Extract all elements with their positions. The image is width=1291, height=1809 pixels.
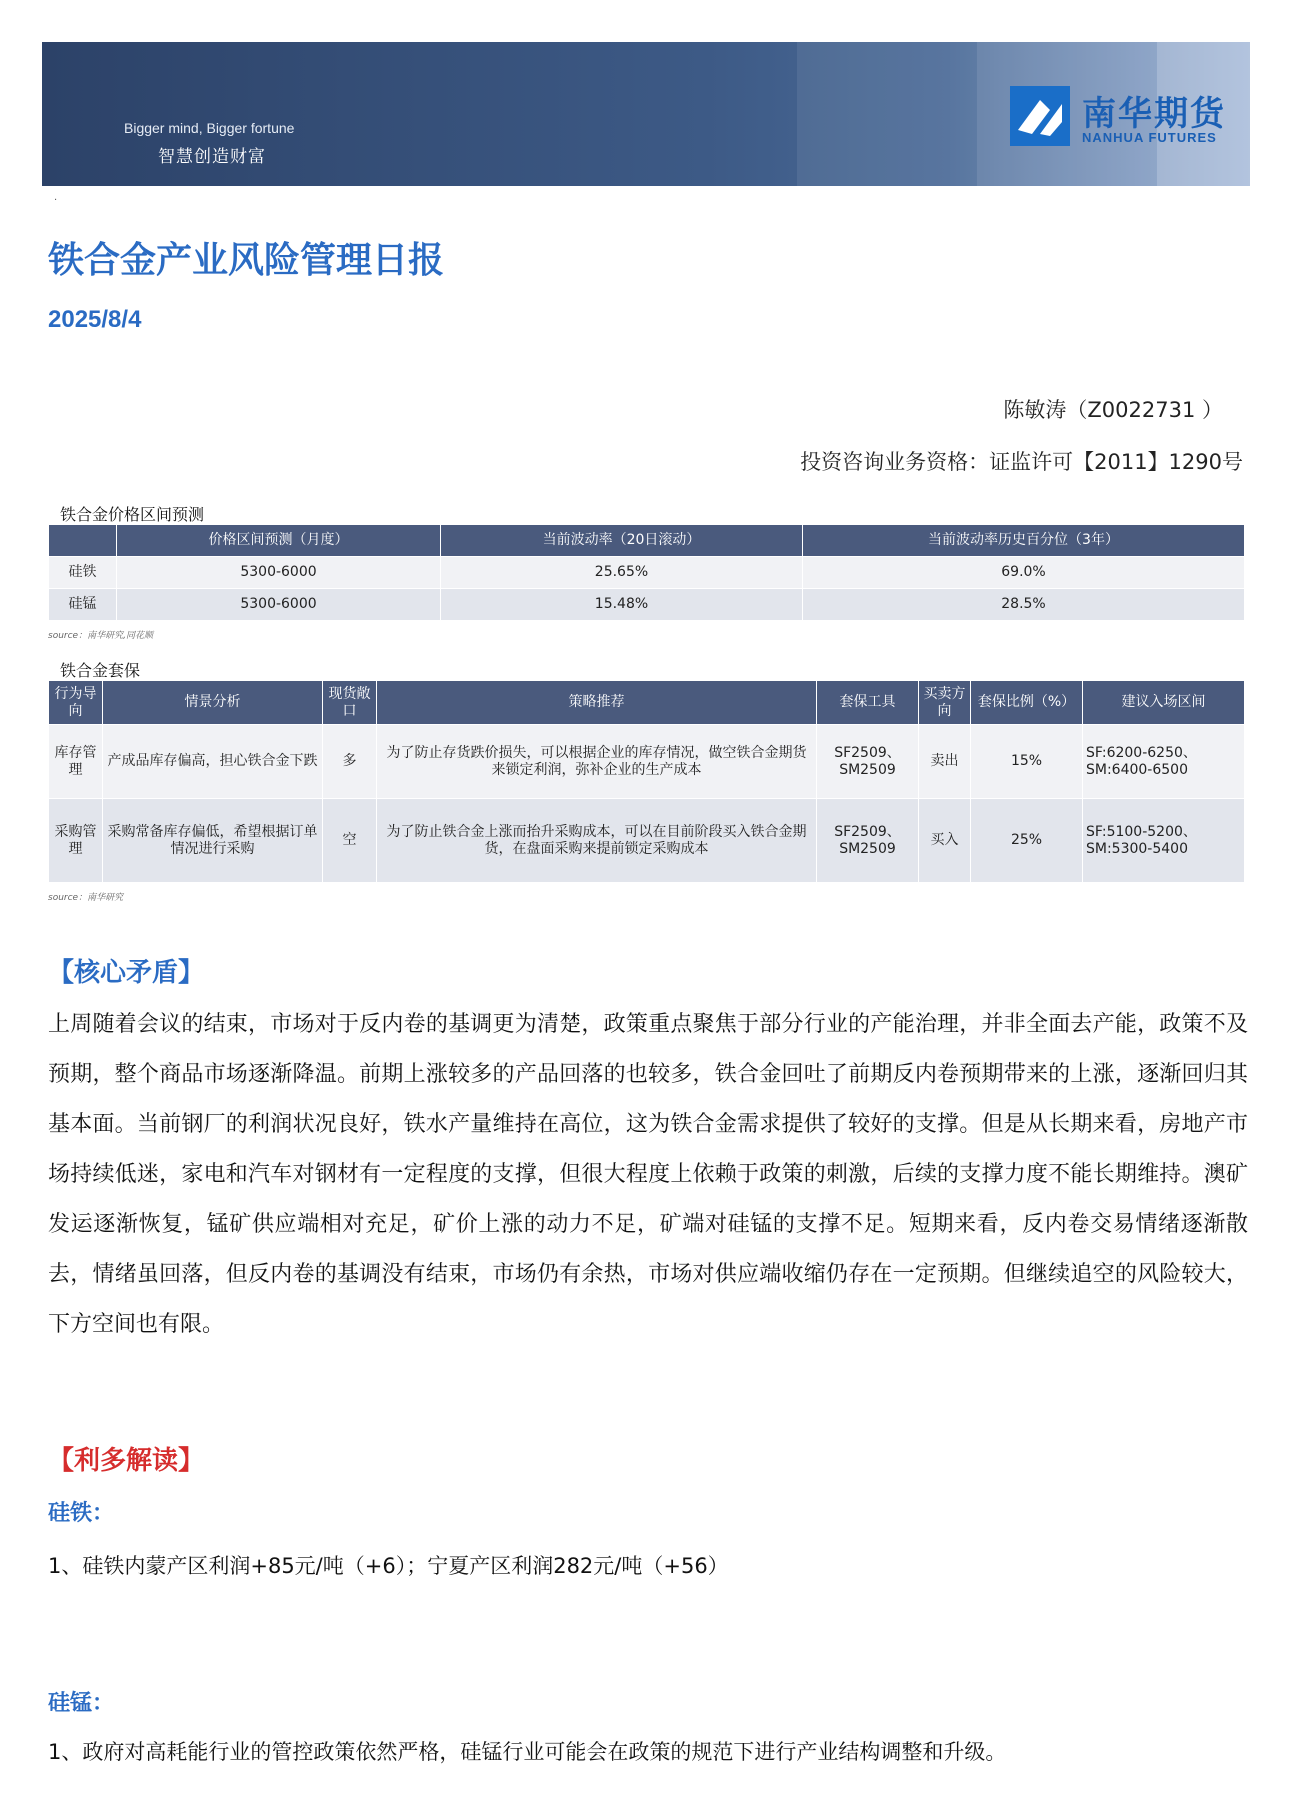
table-cell: 采购常备库存偏低，希望根据订单情况进行采购 — [103, 799, 323, 883]
core-paragraph: 上周随着会议的结束，市场对于反内卷的基调更为清楚，政策重点聚焦于部分行业的产能治理，并非全面去产能，政策不及预期，整个商品市场逐渐降温。前期上涨较多的产品回落的也较多，铁合金回吐了前期反内卷预期带来的上涨，逐渐回归其基本面。当前钢厂的利润状况良好，铁水产量维持在高位，这为铁合金需求提供了较好的支撑。但是从长期来看，房地产市场持续低迷，家电和汽车对钢材有一定程度的支撑，但很大程度上依赖于政策的刺激，后续的支撑力度不能长期维持。澳矿发运逐渐恢复，锰矿供应端相对充足，矿价上涨的动力不足，矿端对硅锰的支撑不足。短期来看，反内卷交易情绪逐渐散去，情绪虽回落，但反内卷的基调没有结束，市场仍有余热，市场对供应端收缩仍存在一定预期。但继续追空的风险较大，下方空间也有限。 — [48, 1012, 1248, 1337]
table-cell: 69.0% — [803, 557, 1245, 589]
si-fe-label: 硅铁： — [48, 1501, 115, 1526]
license: 投资咨询业务资格：证监许可【2011】1290号 — [800, 450, 1243, 474]
bullish-heading: 【利多解读】 — [48, 1446, 205, 1476]
table-cell: 5300-6000 — [117, 589, 441, 621]
header-banner — [42, 42, 1250, 186]
table-cell: 买入 — [919, 799, 971, 883]
core-heading: 【核心矛盾】 — [48, 958, 205, 988]
price-table-source: source：南华研究,同花顺 — [48, 631, 153, 641]
table-header: 当前波动率（20日滚动） — [441, 525, 803, 557]
table-cell: 空 — [323, 799, 377, 883]
table-cell: SF2509、SM2509 — [817, 799, 919, 883]
hedge-table-source: source：南华研究 — [48, 893, 124, 903]
table-cell: 库存管理 — [49, 725, 103, 799]
table-cell: 为了防止存货跌价损失，可以根据企业的库存情况，做空铁合金期货来锁定利润，弥补企业的生产成本 — [377, 725, 817, 799]
hedge-table — [48, 680, 1245, 883]
table-cell: 产成品库存偏高，担心铁合金下跌 — [103, 725, 323, 799]
table-header: 策略推荐 — [377, 681, 817, 725]
logo-text-en: NANHUA FUTURES — [1082, 130, 1217, 145]
table-cell: 为了防止铁合金上涨而抬升采购成本，可以在目前阶段买入铁合金期货，在盘面采购来提前锁定采购成本 — [377, 799, 817, 883]
table-cell: 多 — [323, 725, 377, 799]
table-cell: 5300-6000 — [117, 557, 441, 589]
table-cell: SF:6200-6250、SM:6400-6500 — [1083, 725, 1245, 799]
logo-text-cn: 南华期货 — [1082, 94, 1226, 134]
si-fe-item: 1、硅铁内蒙产区利润+85元/吨（+6）；宁夏产区利润282元/吨（+56） — [48, 1554, 729, 1578]
banner-band — [797, 42, 977, 186]
table-cell: 采购管理 — [49, 799, 103, 883]
table-header — [49, 525, 117, 557]
nanhua-logo-icon — [1010, 86, 1070, 146]
slogan-cn: 智慧创造财富 — [158, 147, 266, 167]
table-cell: 硅锰 — [49, 589, 117, 621]
table-cell: 15.48% — [441, 589, 803, 621]
table-cell: SF:5100-5200、SM:5300-5400 — [1083, 799, 1245, 883]
table-header: 价格区间预测（月度） — [117, 525, 441, 557]
si-mn-label: 硅锰： — [48, 1691, 115, 1716]
table-cell: 28.5% — [803, 589, 1245, 621]
table-cell: 15% — [971, 725, 1083, 799]
report-title: 铁合金产业风险管理日报 — [48, 240, 445, 281]
table-header: 套保比例（%） — [971, 681, 1083, 725]
table-header: 买卖方向 — [919, 681, 971, 725]
report-date: 2025/8/4 — [48, 306, 142, 333]
table-cell: 25% — [971, 799, 1083, 883]
si-mn-item: 1、政府对高耗能行业的管控政策依然严格，硅锰行业可能会在政策的规范下进行产业结构调整和升级。 — [48, 1740, 1007, 1764]
table-cell: 硅铁 — [49, 557, 117, 589]
table-header: 情景分析 — [103, 681, 323, 725]
table-cell: 卖出 — [919, 725, 971, 799]
hedge-table-caption: 铁合金套保 — [60, 661, 141, 680]
table-cell: SF2509、SM2509 — [817, 725, 919, 799]
table-header: 套保工具 — [817, 681, 919, 725]
table-header: 现货敞口 — [323, 681, 377, 725]
dot-mark: . — [54, 192, 58, 203]
slogan-en: Bigger mind, Bigger fortune — [124, 120, 295, 136]
table-header: 行为导向 — [49, 681, 103, 725]
table-header: 当前波动率历史百分位（3年） — [803, 525, 1245, 557]
author: 陈敏涛（Z0022731 ） — [1003, 398, 1223, 422]
table-header: 建议入场区间 — [1083, 681, 1245, 725]
table-cell: 25.65% — [441, 557, 803, 589]
price-table-caption: 铁合金价格区间预测 — [60, 505, 205, 524]
price-forecast-table — [48, 524, 1245, 621]
